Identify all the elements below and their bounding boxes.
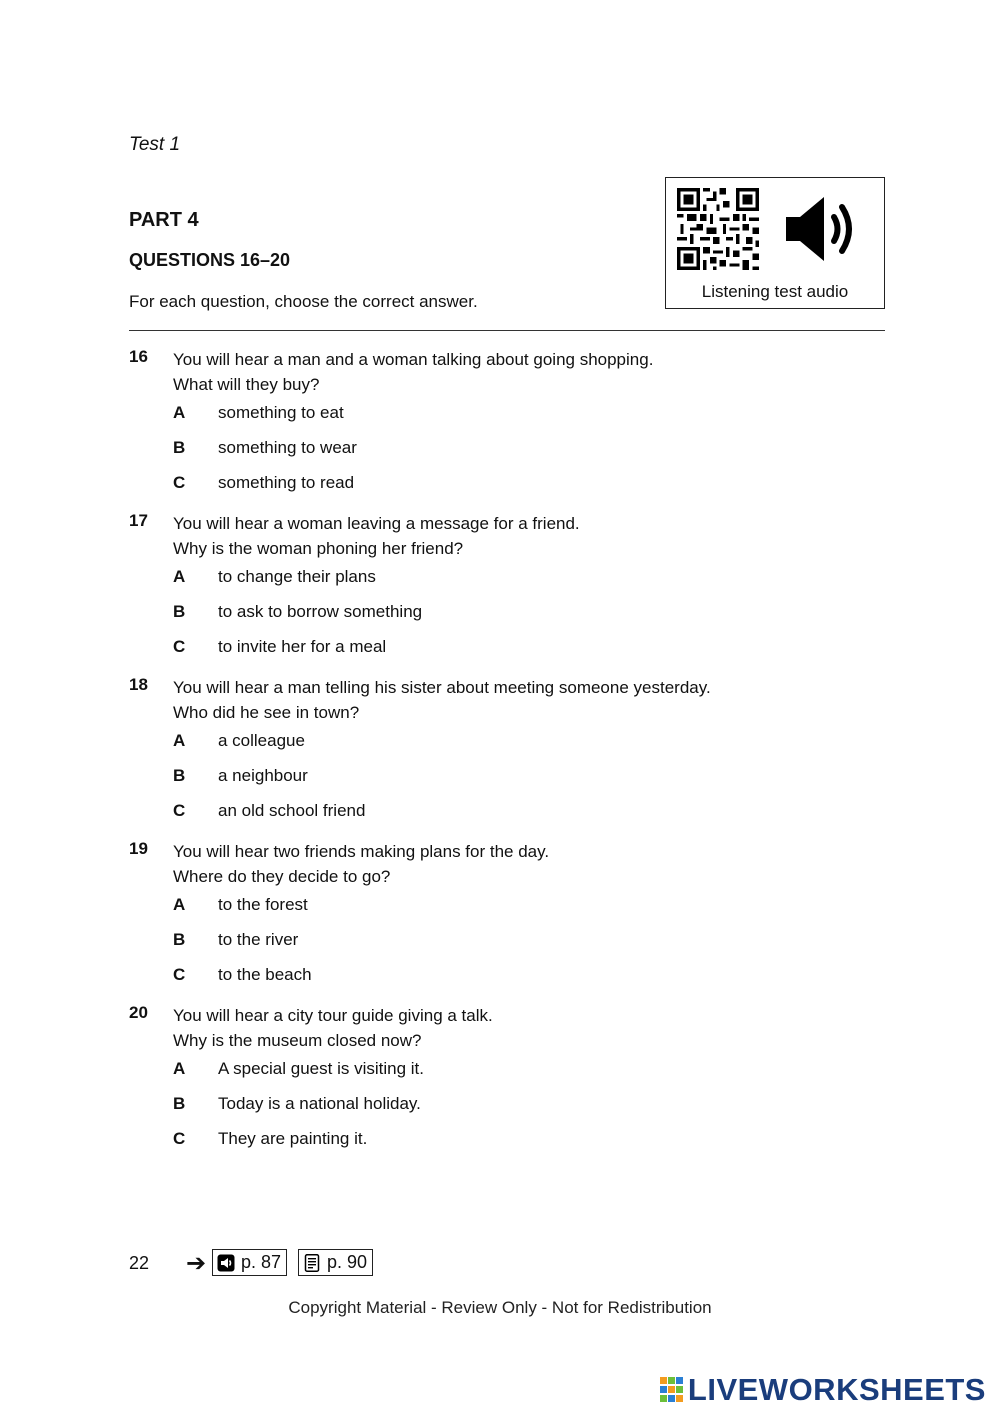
liveworksheets-logo-icon — [660, 1377, 684, 1403]
option-letter: A — [173, 895, 186, 914]
question-number: 19 — [129, 839, 148, 858]
option-text: to change their plans — [218, 567, 376, 586]
audio-caption: Listening test audio — [701, 282, 849, 301]
option-letter: A — [173, 731, 186, 750]
option-letter: A — [173, 567, 186, 586]
page-number: 22 — [129, 1253, 150, 1273]
audio-box[interactable] — [665, 177, 885, 309]
option-text: an old school friend — [218, 801, 366, 820]
option-letter: B — [173, 1094, 186, 1113]
question-stem: You will hear a man and a woman talking about going shopping. — [173, 350, 654, 369]
question-number: 18 — [129, 675, 148, 694]
option-letter: C — [173, 473, 186, 492]
option-letter: C — [173, 637, 186, 656]
option-text: a colleague — [218, 731, 305, 750]
option-text: A special guest is visiting it. — [218, 1059, 424, 1078]
qr-code-icon[interactable] — [677, 188, 759, 270]
option-text: something to read — [218, 473, 355, 492]
question-prompt: Who did he see in town? — [173, 703, 360, 722]
question-stem: You will hear a city tour guide giving a talk. — [173, 1006, 493, 1025]
option-text: to ask to borrow something — [218, 602, 423, 621]
copyright-notice: Copyright Material - Review Only - Not for Redistribution — [288, 1298, 712, 1317]
option-text: to the beach — [218, 965, 312, 984]
option-letter: A — [173, 1059, 186, 1078]
question-prompt: Why is the museum closed now? — [173, 1031, 422, 1050]
question-number: 20 — [129, 1003, 148, 1022]
liveworksheets-brand[interactable] — [660, 1372, 986, 1408]
option-letter: B — [173, 602, 186, 621]
option-letter: C — [173, 801, 186, 820]
option-text: Today is a national holiday. — [218, 1094, 421, 1113]
option-text: to the forest — [218, 895, 308, 914]
option-letter: B — [173, 438, 186, 457]
option-text: something to eat — [218, 403, 344, 422]
divider — [129, 330, 885, 331]
option-text: They are painting it. — [218, 1129, 368, 1148]
audio-script-icon — [217, 1254, 235, 1272]
ref-label: p. 87 — [241, 1252, 282, 1272]
question-prompt: Why is the woman phoning her friend? — [173, 539, 464, 558]
question-stem: You will hear a man telling his sister about meeting someone yesterday. — [173, 678, 711, 697]
instruction: For each question, choose the correct answer. — [129, 292, 478, 311]
option-text: to the river — [218, 930, 299, 949]
ref-label: p. 90 — [327, 1252, 368, 1272]
questions-title: QUESTIONS 16–20 — [129, 250, 291, 270]
option-letter: B — [173, 766, 186, 785]
audio-script-ref[interactable] — [212, 1249, 287, 1276]
test-label: Test 1 — [129, 134, 181, 155]
part-title: PART 4 — [129, 209, 199, 231]
brand-text: LIVEWORKSHEETS — [687, 1372, 986, 1407]
question-prompt: Where do they decide to go? — [173, 867, 391, 886]
option-text: something to wear — [218, 438, 357, 457]
speaker-volume-icon[interactable] — [784, 194, 858, 264]
question-stem: You will hear two friends making plans for the day. — [173, 842, 550, 861]
answer-key-icon — [303, 1254, 321, 1272]
option-letter: A — [173, 403, 186, 422]
option-letter: B — [173, 930, 186, 949]
arrow-icon: ➔ — [186, 1250, 207, 1277]
question-number: 17 — [129, 511, 148, 530]
answer-key-ref[interactable] — [298, 1249, 373, 1276]
option-letter: C — [173, 1129, 186, 1148]
option-letter: C — [173, 965, 186, 984]
question-number: 16 — [129, 347, 148, 366]
question-prompt: What will they buy? — [173, 375, 320, 394]
option-text: to invite her for a meal — [218, 637, 387, 656]
option-text: a neighbour — [218, 766, 308, 785]
question-stem: You will hear a woman leaving a message for a friend. — [173, 514, 580, 533]
